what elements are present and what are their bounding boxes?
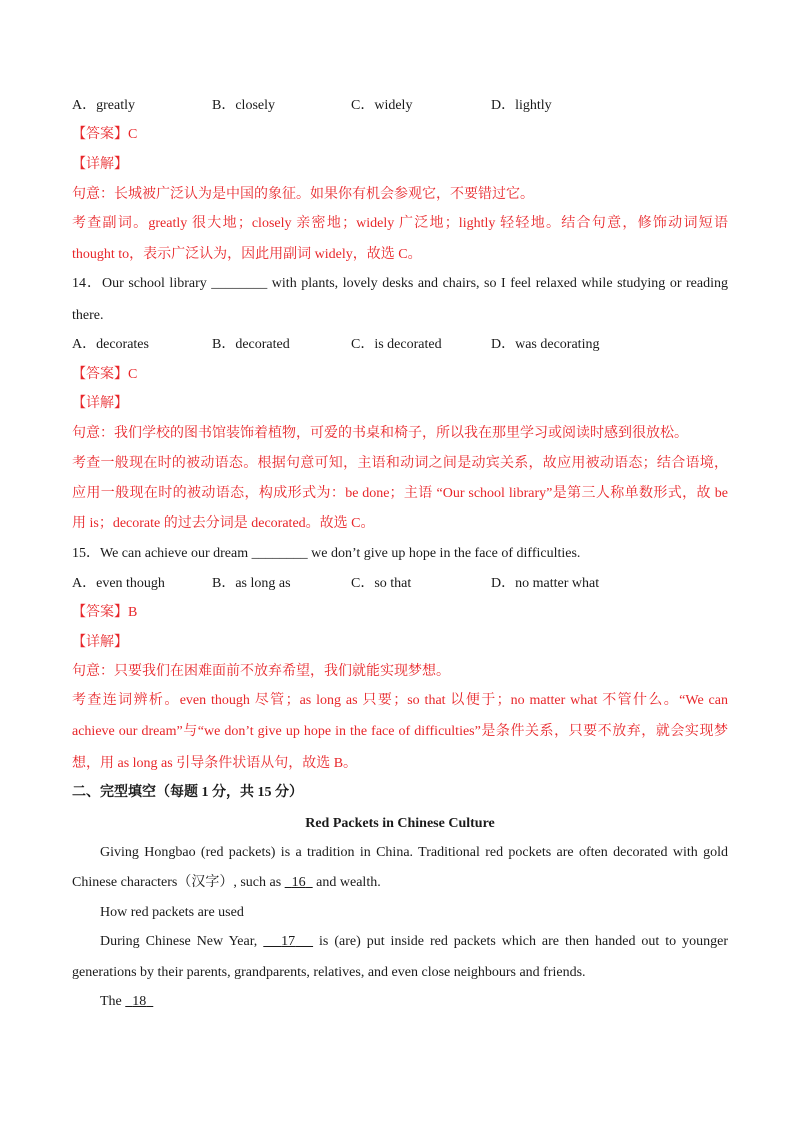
q15-option-a: A．even though (72, 576, 165, 591)
q13-option-a: A．greatly (72, 98, 135, 113)
q14-explain-4: 用 is；decorate 的过去分词是 decorated。故选 C。 (72, 516, 375, 531)
q15-option-b: B．as long as (212, 576, 291, 591)
blank-18-number: 18 (132, 994, 147, 1009)
q15-explain-2: 考查连词辨析。even though 尽管；as long as 只要；so that 以便于；no matter what 不管什么。“We can (72, 693, 728, 708)
p2-text-pre: During Chinese New Year, (100, 934, 264, 949)
passage-p2-line1 (100, 932, 728, 952)
q13-option-d: D．lightly (491, 98, 552, 113)
p3-text-pre: The (100, 994, 126, 1009)
q13-detail-label: 【详解】 (72, 157, 128, 172)
q13-explain-1: 句意：长城被广泛认为是中国的象征。如果你有机会参观它，不要错过它。 (72, 187, 534, 202)
blank-16-number: 16 (291, 875, 306, 890)
q15-stem: 15．We can achieve our dream ________ we don’t give up hope in the face of difficulties. (72, 546, 581, 561)
blank-17-number: 17 (281, 934, 296, 949)
blank-18 (125, 994, 153, 1009)
q14-option-d: D．was decorating (491, 337, 600, 352)
q14-answer: 【答案】C (72, 367, 138, 382)
q15-explain-3: achieve our dream”与“we don’t give up hope in the face of difficulties”是条件关系，只要不放弃，就会实现梦 (72, 724, 728, 739)
q14-option-c: C．is decorated (351, 337, 442, 352)
q15-detail-label: 【详解】 (72, 635, 128, 650)
q15-answer: 【答案】B (72, 605, 138, 620)
p1-text-pre: Chinese characters（汉字）, such as (72, 875, 285, 890)
passage-p1-line2 (72, 873, 381, 893)
subheading: How red packets are used (100, 905, 244, 920)
p2-text-post: is (are) put inside red packets which are then handed out to younger (313, 934, 729, 949)
q15-option-d: D．no matter what (491, 576, 600, 591)
q15-explain-4: 想，用 as long as 引导条件状语从句，故选 B。 (72, 756, 358, 771)
passage-p1-line1: Giving Hongbao (red packets) is a tradition in China. Traditional red pockets are often decorated with gold (100, 845, 728, 860)
passage-p2-line2: generations by their parents, grandparents, relatives, and even close neighbours and friends. (72, 965, 586, 980)
q14-explain-2: 考查一般现在时的被动语态。根据句意可知，主语和动词之间是动宾关系，故应用被动语态；结合语境， (72, 456, 728, 471)
q13-option-c: C．widely (351, 98, 413, 113)
passage-title: Red Packets in Chinese Culture (305, 816, 495, 831)
q15-option-c: C．so that (351, 576, 412, 591)
q14-explain-1: 句意：我们学校的图书馆装饰着植物，可爱的书桌和椅子，所以我在那里学习或阅读时感到很放松。 (72, 426, 688, 441)
q15-explain-1: 句意：只要我们在困难面前不放弃希望，我们就能实现梦想。 (72, 664, 450, 679)
section-heading: 二、完型填空（每题 1 分，共 15 分） (72, 785, 303, 800)
q14-stem-1: 14．Our school library ________ with plants, lovely desks and chairs, so I feel relaxed while studying or reading (72, 276, 728, 291)
passage-p3-line1 (100, 992, 153, 1012)
q14-option-a: A．decorates (72, 337, 149, 352)
q14-explain-3: 应用一般现在时的被动语态，构成形式为：be done；主语 “Our school library”是第三人称单数形式，故 be (72, 486, 728, 501)
p1-text-post: and wealth. (312, 875, 381, 890)
blank-17 (263, 934, 313, 949)
q13-explain-3: thought to，表示广泛认为，因此用副词 widely，故选 C。 (72, 247, 422, 262)
q14-option-b: B．decorated (212, 337, 290, 352)
q14-stem-2: there. (72, 308, 104, 323)
q13-answer: 【答案】C (72, 127, 138, 142)
q14-detail-label: 【详解】 (72, 396, 128, 411)
blank-16 (285, 875, 313, 890)
q13-explain-2: 考查副词。greatly 很大地；closely 亲密地；widely 广泛地；lightly 轻轻地。结合句意，修饰动词短语 (72, 216, 728, 231)
q13-option-b: B．closely (212, 98, 275, 113)
